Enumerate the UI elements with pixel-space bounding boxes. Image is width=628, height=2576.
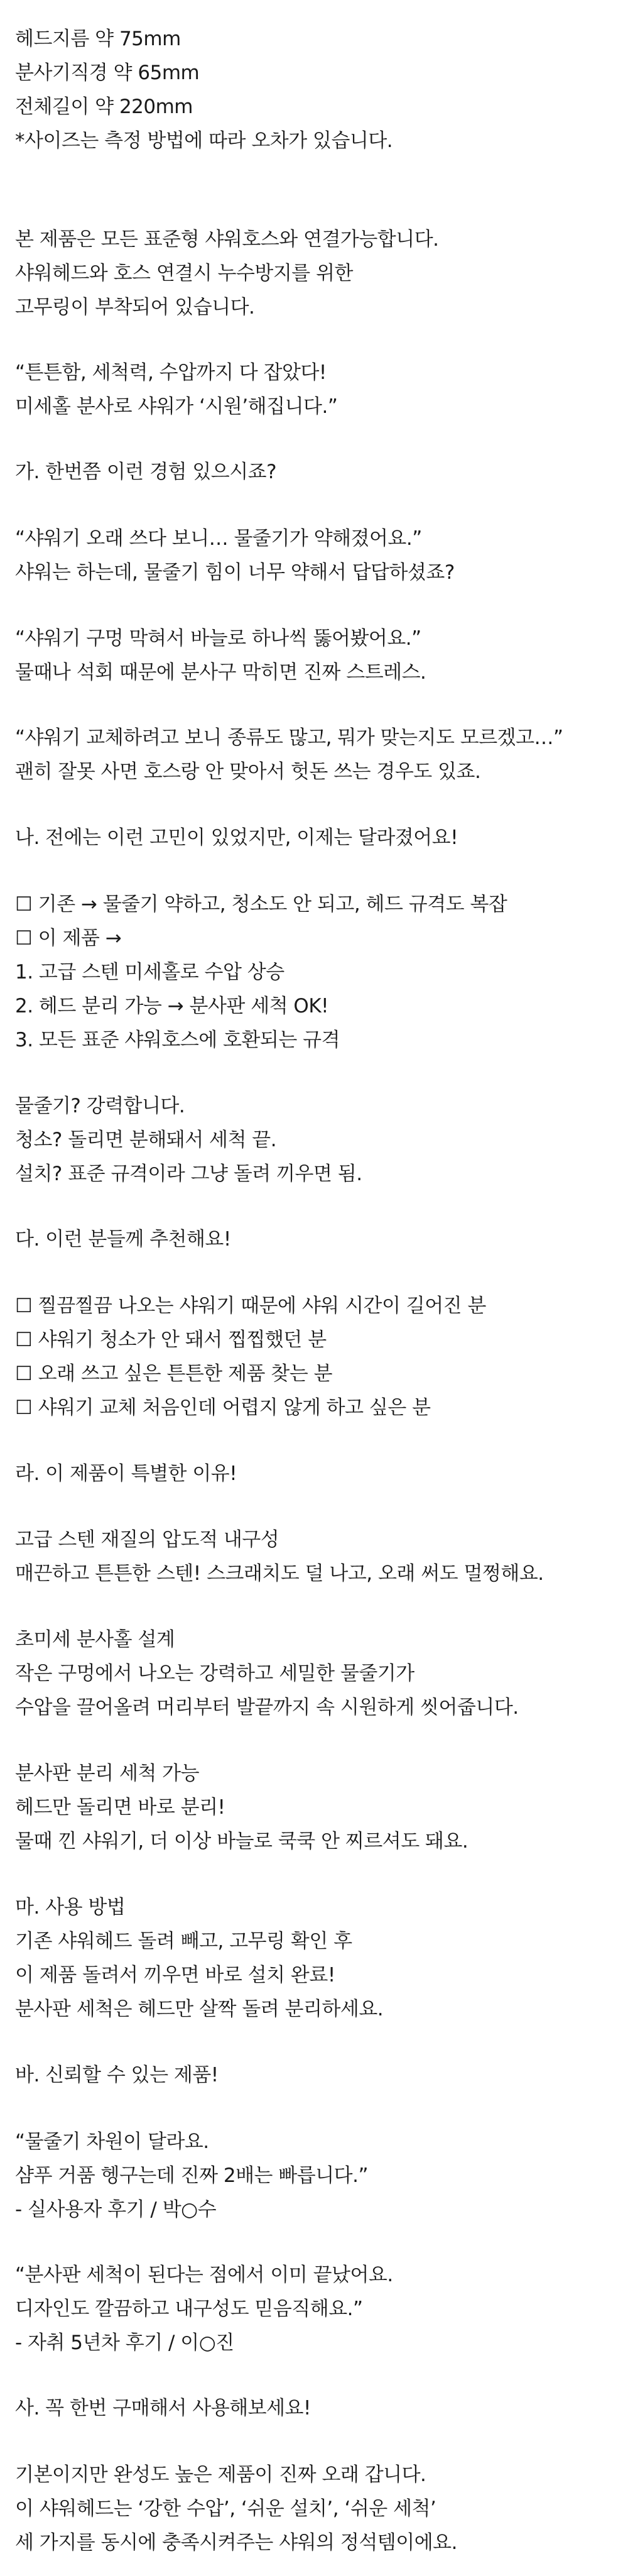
headline-quote: 미세홀 분사로 샤워가 ‘시원’해집니다.” [15, 395, 338, 418]
section-heading: 라. 이 제품이 특별한 이유! [15, 1462, 237, 1485]
qa-text: 물줄기? 강력합니다. [15, 1095, 185, 1117]
review-quote: “물줄기 차원이 달라요. [15, 2130, 209, 2153]
feature-text: 작은 구멍에서 나오는 강력하고 세밀한 물줄기가 [15, 1662, 414, 1685]
feature-list-item: 2. 헤드 분리 가능 → 분사판 세척 OK! [15, 995, 329, 1017]
spec-total-length: 전체길이 약 220mm [15, 96, 193, 118]
size-notice: *사이즈는 측정 방법에 따라 오차가 있습니다. [15, 129, 393, 152]
headline-quote: “튼튼함, 세척력, 수압까지 다 잡았다! [15, 361, 327, 384]
problem-quote: “샤워기 구멍 막혀서 바늘로 하나씩 뚫어봤어요.” [15, 627, 421, 650]
review-author: - 자취 5년차 후기 / 이○진 [15, 2332, 234, 2354]
qa-text: 설치? 표준 규격이라 그냥 돌려 끼우면 됨. [15, 1163, 362, 1185]
closing-text: 이 샤워헤드는 ‘강한 수압’, ‘쉬운 설치’, ‘쉬운 세척’ [15, 2497, 436, 2520]
closing-text: 세 가지를 동시에 충족시켜주는 샤워의 정석템이에요. [15, 2531, 457, 2554]
feature-text: 매끈하고 튼튼한 스텐! 스크래치도 덜 나고, 오래 써도 멀쩡해요. [15, 1562, 544, 1585]
feature-list-item: 1. 고급 스텐 미세홀로 수압 상승 [15, 961, 284, 984]
section-heading: 사. 꼭 한번 구매해서 사용해보세요! [15, 2397, 311, 2420]
section-heading: 마. 사용 방법 [15, 1896, 126, 1919]
recommend-item: ☐ 샤워기 청소가 안 돼서 찝찝했던 분 [15, 1329, 327, 1351]
compatibility-text: 샤워헤드와 호스 연결시 누수방지를 위한 [15, 262, 353, 285]
feature-list-item: 3. 모든 표준 샤워호스에 호환되는 규격 [15, 1029, 340, 1051]
usage-text: 분사판 세척은 헤드만 살짝 돌려 분리하세요. [15, 1998, 384, 2020]
review-quote: 디자인도 깔끔하고 내구성도 믿음직해요.” [15, 2298, 363, 2320]
feature-text: 물때 낀 샤워기, 더 이상 바늘로 쿡쿡 안 찌르셔도 돼요. [15, 1830, 468, 1853]
problem-quote: “샤워기 교체하려고 보니 종류도 많고, 뭐가 맞는지도 모르겠고…” [15, 726, 563, 749]
section-heading: 가. 한번쯤 이런 경험 있으시죠? [15, 461, 277, 483]
feature-title: 초미세 분사홀 설계 [15, 1628, 175, 1651]
feature-title: 고급 스텐 재질의 압도적 내구성 [15, 1528, 279, 1551]
section-heading: 나. 전에는 이런 고민이 있었지만, 이제는 달라졌어요! [15, 826, 458, 849]
feature-title: 분사판 분리 세척 가능 [15, 1762, 200, 1785]
comparison-item: ☐ 이 제품 → [15, 927, 122, 950]
usage-text: 이 제품 돌려서 끼우면 바로 설치 완료! [15, 1964, 335, 1987]
section-heading: 다. 이런 분들께 추천해요! [15, 1228, 231, 1251]
recommend-item: ☐ 찔끔찔끔 나오는 샤워기 때문에 샤워 시간이 길어진 분 [15, 1295, 486, 1317]
compatibility-text: 고무링이 부착되어 있습니다. [15, 296, 255, 319]
section-heading: 바. 신뢰할 수 있는 제품! [15, 2064, 219, 2086]
review-author: - 실사용자 후기 / 박○수 [15, 2198, 217, 2221]
recommend-item: ☐ 오래 쓰고 싶은 튼튼한 제품 찾는 분 [15, 1362, 333, 1385]
problem-quote: “샤워기 오래 쓰다 보니… 물줄기가 약해졌어요.” [15, 527, 422, 550]
recommend-item: ☐ 샤워기 교체 처음인데 어렵지 않게 하고 싶은 분 [15, 1396, 431, 1419]
feature-text: 헤드만 돌리면 바로 분리! [15, 1796, 225, 1819]
feature-text: 수압을 끌어올려 머리부터 발끝까지 속 시원하게 씻어줍니다. [15, 1696, 519, 1719]
spec-nozzle-diameter: 분사기직경 약 65mm [15, 62, 200, 84]
qa-text: 청소? 돌리면 분해돼서 세척 끝. [15, 1129, 277, 1151]
problem-text: 괜히 잘못 사면 호스랑 안 맞아서 헛돈 쓰는 경우도 있죠. [15, 760, 481, 783]
problem-text: 물때나 석회 때문에 분사구 막히면 진짜 스트레스. [15, 661, 426, 684]
review-quote: 샴푸 거품 헹구는데 진짜 2배는 빠릅니다.” [15, 2164, 369, 2187]
spec-head-diameter: 헤드지름 약 75mm [15, 28, 181, 50]
review-quote: “분사판 세척이 된다는 점에서 이미 끝났어요. [15, 2264, 393, 2286]
compatibility-text: 본 제품은 모든 표준형 샤워호스와 연결가능합니다. [15, 228, 439, 251]
closing-text: 기본이지만 완성도 높은 제품이 진짜 오래 갑니다. [15, 2464, 426, 2486]
comparison-item: ☐ 기존 → 물줄기 약하고, 청소도 안 되고, 헤드 규격도 복잡 [15, 893, 507, 916]
problem-text: 샤워는 하는데, 물줄기 힘이 너무 약해서 답답하셨죠? [15, 561, 455, 584]
usage-text: 기존 샤워헤드 돌려 빼고, 고무링 확인 후 [15, 1930, 352, 1953]
